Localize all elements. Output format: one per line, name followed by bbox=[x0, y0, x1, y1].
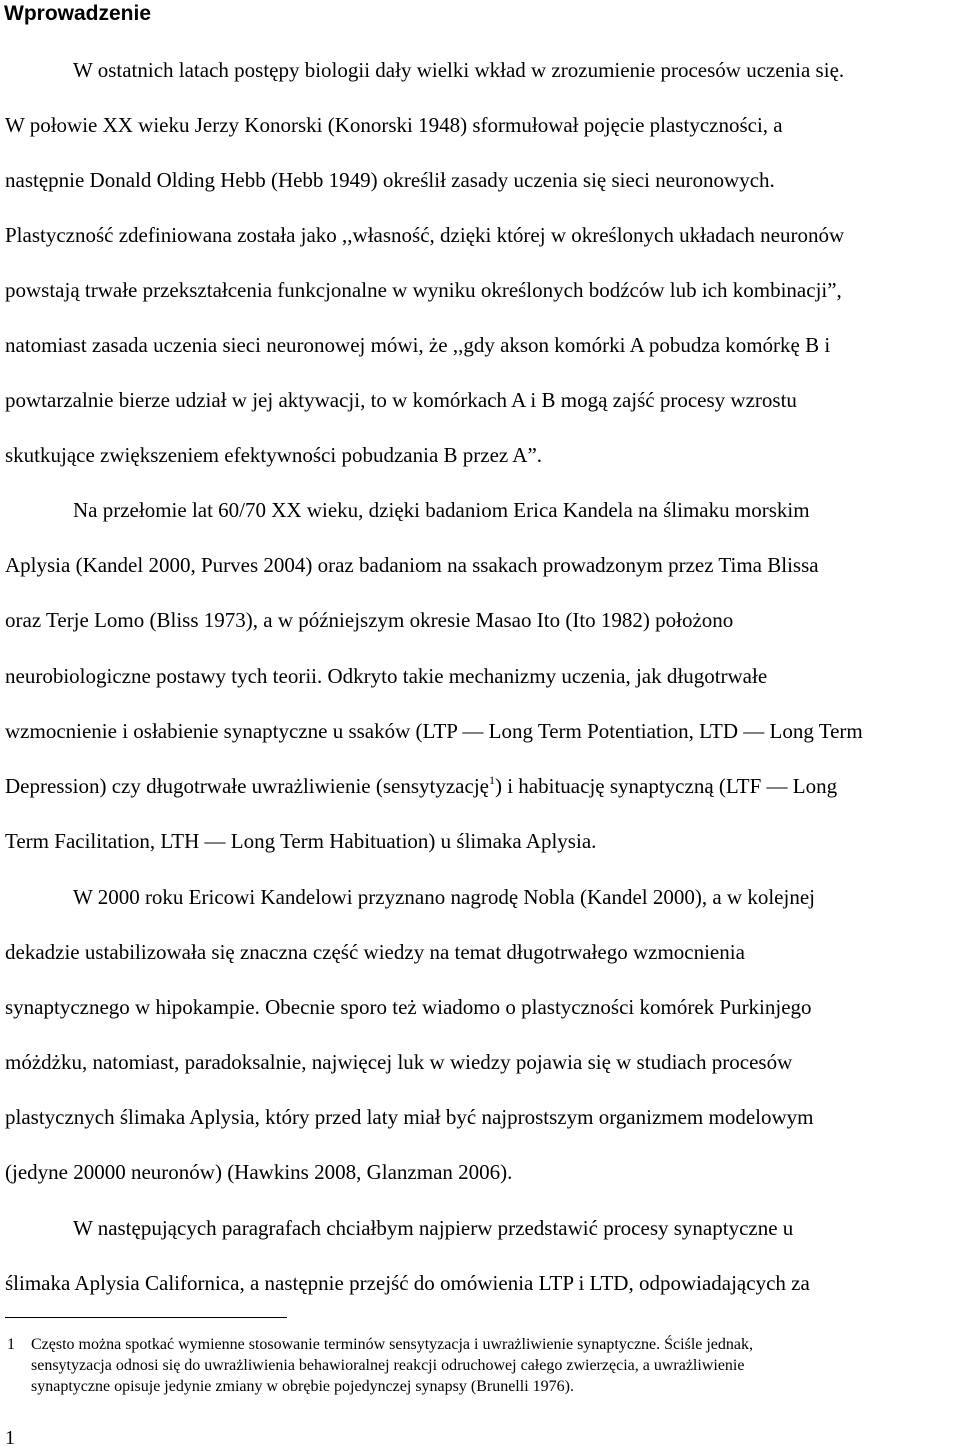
text-line: wzmocnienie i osłabienie synaptyczne u ssaków (LTP — Long Term Potentiation, LTD — Long Term bbox=[5, 719, 863, 743]
text-line: Na przełomie lat 60/70 XX wieku, dzięki badaniom Erica Kandela na ślimaku morskim bbox=[73, 498, 810, 522]
text-line: powstają trwałe przekształcenia funkcjonalne w wyniku określonych bodźców lub ich kombinacji”, bbox=[5, 278, 842, 302]
text-line: W połowie XX wieku Jerzy Konorski (Konorski 1948) sformułował pojęcie plastyczności, a bbox=[5, 113, 783, 137]
text-fragment: Depression) czy długotrwałe uwrażliwienie (sensytyzację bbox=[5, 774, 489, 798]
text-line: Aplysia (Kandel 2000, Purves 2004) oraz badaniom na ssakach prowadzonym przez Tima Blissa bbox=[5, 553, 819, 577]
text-line: powtarzalnie bierze udział w jej aktywacji, to w komórkach A i B mogą zajść procesy wzrostu bbox=[5, 388, 797, 412]
footnote-reference[interactable]: 1 bbox=[488, 773, 495, 787]
text-line: natomiast zasada uczenia sieci neuronowej mówi, że ,,gdy akson komórki A pobudza komórkę B i bbox=[5, 333, 831, 357]
text-line: dekadzie ustabilizowała się znaczna część wiedzy na temat długotrwałego wzmocnienia bbox=[5, 940, 745, 964]
text-line: synaptycznego w hipokampie. Obecnie sporo też wiadomo o plastyczności komórek Purkinjego bbox=[5, 995, 812, 1019]
text-line: Plastyczność zdefiniowana została jako ,,własność, dzięki której w określonych układach neuronów bbox=[5, 223, 845, 247]
text-line: (jedyne 20000 neuronów) (Hawkins 2008, Glanzman 2006). bbox=[5, 1160, 513, 1184]
page-number: 1 bbox=[5, 1427, 15, 1449]
text-fragment: ) i habituację synaptyczną (LTF — Long bbox=[494, 774, 838, 798]
text-line: móżdżku, natomiast, paradoksalnie, najwięcej luk w wiedzy pojawia się w studiach procesów bbox=[5, 1050, 793, 1074]
text-line: W ostatnich latach postępy biologii dały wielki wkład w zrozumienie procesów uczenia się. bbox=[73, 58, 845, 82]
footnote-divider bbox=[5, 1317, 287, 1318]
section-heading: Wprowadzenie bbox=[4, 2, 152, 25]
text-line: skutkujące zwiększeniem efektywności pobudzania B przez A”. bbox=[5, 443, 543, 467]
footnote-line: sensytyzacja odnosi się do uwrażliwienia behawioralnej reakcji odruchowej całego zwierzęcia, a uwrażliwienie bbox=[31, 1357, 745, 1374]
footnote-line: Często można spotkać wymienne stosowanie terminów sensytyzacja i uwrażliwienie synaptyczne. Ściśle jednak, bbox=[31, 1336, 754, 1353]
footnote-number: 1 bbox=[7, 1336, 15, 1353]
text-line: W następujących paragrafach chciałbym najpierw przedstawić procesy synaptyczne u bbox=[73, 1216, 794, 1240]
footnote-line: synaptyczne opisuje jedynie zmiany w obrębie pojedynczej synapsy (Brunelli 1976). bbox=[31, 1378, 574, 1395]
text-line: ślimaka Aplysia Californica, a następnie przejść do omówienia LTP i LTD, odpowiadających za bbox=[5, 1271, 810, 1295]
text-line: oraz Terje Lomo (Bliss 1973), a w późniejszym okresie Masao Ito (Ito 1982) położono bbox=[5, 608, 734, 632]
text-line: neurobiologiczne postawy tych teorii. Odkryto takie mechanizmy uczenia, jak długotrwałe bbox=[5, 664, 768, 688]
text-line bbox=[5, 772, 837, 800]
text-line: Term Facilitation, LTH — Long Term Habituation) u ślimaka Aplysia. bbox=[5, 829, 597, 853]
text-line: następnie Donald Olding Hebb (Hebb 1949) określił zasady uczenia się sieci neuronowych. bbox=[5, 168, 775, 192]
text-line: plastycznych ślimaka Aplysia, który przed laty miał być najprostszym organizmem modelowym bbox=[5, 1105, 814, 1129]
text-line: W 2000 roku Ericowi Kandelowi przyznano nagrodę Nobla (Kandel 2000), a w kolejnej bbox=[73, 885, 815, 909]
